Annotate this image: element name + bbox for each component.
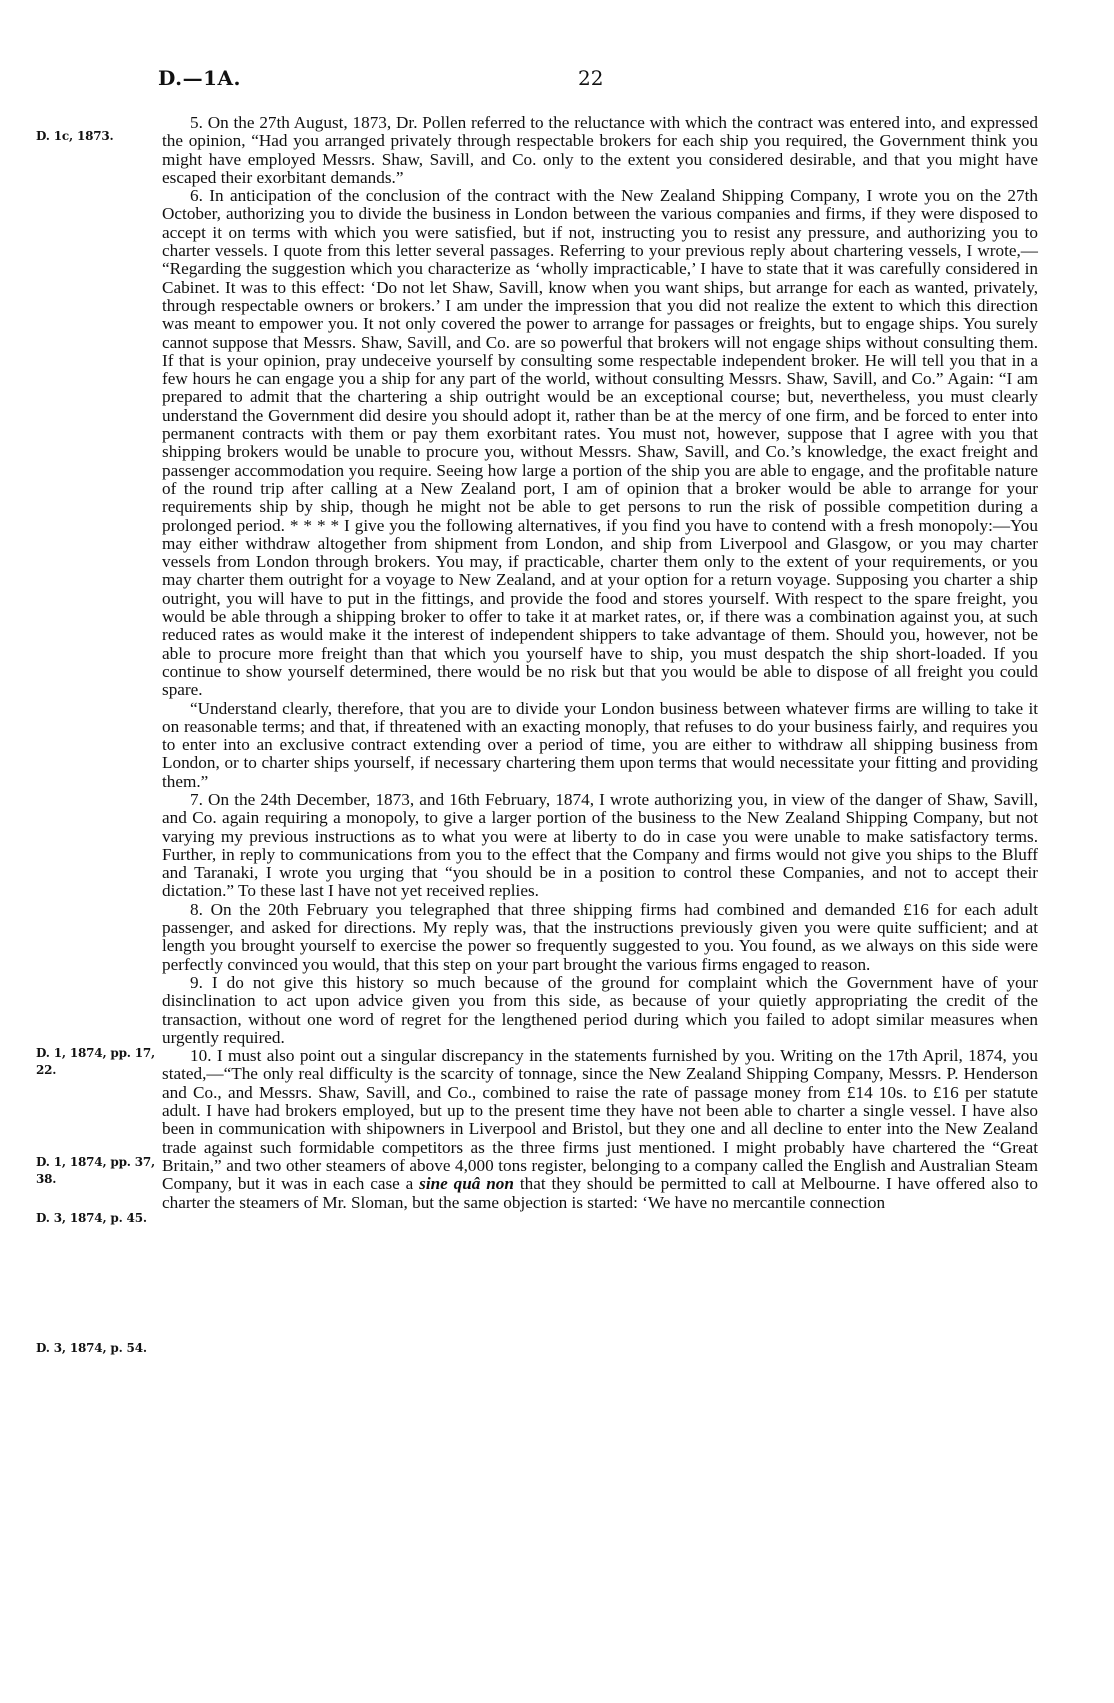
paragraph-5: 5. On the 27th August, 1873, Dr. Pollen referred to the reluctance with which the contract was entered into, and expressed the opinion, “Had you arranged privately through respectable brokers for each ship you required, the Government think you might have employed Messrs. Shaw, Savill, and Co. only to the extent you considered desirable, and that you might have escaped their exorbitant demands.” — [162, 113, 1038, 187]
margin-note: D. 1c, 1873. — [36, 129, 114, 143]
paragraph-10 — [162, 1047, 1038, 1212]
paragraph-6-quote: “Understand clearly, therefore, that you are to divide your London business between whatever firms are willing to take it on reasonable terms; and that, if threatened with an exacting monoply, that refuses to do your business fairly, and requires you to enter into an exclusive contract extending over a period of time, you are either to withdraw all shipping business from London, or to charter ships yourself, if necessary chartering them upon terms that would necessitate your fitting and providing them.” — [162, 698, 1038, 791]
margin-note: D. 3, 1874, p. 54. — [36, 1341, 147, 1355]
paragraph-7: 7. On the 24th December, 1873, and 16th February, 1874, I wrote authorizing you, in view of the danger of Shaw, Savill, and Co. again requiring a monopoly, to give a larger portion of the business to the New Zealand Shipping Company, but not varying my previous instructions as to what you were at liberty to do in case you were unable to make satisfactory terms. Further, in reply to communications from you to the effect that the Company and firms would not give you ships to the Bluff and Taranaki, I wrote you urging that “you should be in a position to control these Companies, and not to accept their dictation.” To these last I have not yet received replies. — [162, 789, 1038, 901]
paragraph-9: 9. I do not give this history so much because of the ground for complaint which the Government have of your disinclination to act upon advice given you from this side, as because of your quietly appropriating the credit of the transaction, without one word of regret for the lengthened period during which you failed to adopt similar measures when urgently required. — [162, 972, 1038, 1047]
page-number: 22 — [578, 66, 604, 90]
body-text — [162, 114, 1038, 1212]
page-header — [158, 66, 958, 94]
margin-note: D. 1, 1874, pp. 17, 22. — [36, 1046, 156, 1077]
paragraph-10-text-a: 10. I must also point out a singular discrepancy in the statements furnished by you. Writing on the 17th April, 1874, you stated,—“The only real difficulty is the scarcity of tonnage, since the New Zealand Shipping Company, Messrs. P. Henderson and Co., and Messrs. Shaw, Savill, and Co., combined to raise the rate of passage money from £14 10s. to £16 per statute adult. I have had brokers employed, but up to the present time they have not been able to charter a single vessel. I have also been in communication with shipowners in Liverpool and Bristol, but they one and all decline to enter into the New Zealand trade against such formidable competitors as the three firms just mentioned. I might probably have chartered the “Great Britain,” and two other steamers of above 4,000 tons register, belonging to a company called the English and Australian Steam Company, but it was in each case a — [162, 1046, 1038, 1194]
paragraph-6: 6. In anticipation of the conclusion of the contract with the New Zealand Shipping Company, I wrote you on the 27th October, authorizing you to divide the business in London between the various companies and firms, if they were disposed to accept it on terms with which you were satisfied, but if not, instructing you to resist any pressure, and authorizing you to charter vessels. I quote from this letter several passages. Referring to your previous reply about chartering vessels, I wrote,— “Regarding the suggestion which you characterize as ‘wholly impracticable,’ I have to state that it was carefully considered in Cabinet. It was to this effect: ‘Do not let Shaw, Savill, know when you want ships, but arrange for each as wanted, privately, through respectable owners or brokers.’ I am under the impression that you did not realize the extent to which this direction was meant to empower you. It not only covered the power to arrange for passages or freights, but to engage ships. You surely cannot suppose that Messrs. Shaw, Savill, and Co. are so powerful that brokers will not engage ships without consulting them. If that is your opinion, pray undeceive yourself by consulting some respectable independent broker. He will tell you that in a few hours he can engage you a ship for any part of the world, without consulting Messrs. Shaw, Savill, and Co.” Again: “I am prepared to admit that the chartering a ship outright would be an exceptional course; but, nevertheless, you must clearly understand the Government did desire you should adopt it, rather than be at the mercy of one firm, and be forced to enter into permanent contracts with them or pay them exorbitant rates. You must not, however, suppose that I agree with you that shipping brokers would be unable to procure you, without Messrs. Shaw, Savill, and Co.’s knowledge, the exact freight and passenger accommodation you require. Seeing how large a portion of the ship you are able to engage, and the profitable nature of the round trip after calling at a New Zealand port, I am of opinion that a broker would be able to arrange for your requirements ship by ship, though he might not be able to get persons to run the risk of possible competition during a prolonged period. * * * * I give you the following alternatives, if you find you have to contend with a fresh monopoly:—You may either withdraw altogether from shipment from London, and ship from Liverpool and Glasgow, or you may charter vessels from London through brokers. You may, if practicable, charter them only to the extent of your requirements, or you may charter them outright for a voyage to New Zealand, and at your option for a return voyage. Supposing you charter a ship outright, you will have to put in the fittings, and provide the food and stores yourself. With respect to the spare freight, you would be able through a shipping broker to offer to take it at market rates, or, if there was a combination against you, at such reduced rates as would make it the interest of independent shippers to take advantage of them. Should you, however, not be able to procure more freight than that which you yourself have to ship, you must despatch the ship short-loaded. If you continue to show yourself determined, there would be no risk but that you would be able to dispose of all freight you could spare. — [162, 186, 1038, 700]
paragraph-8: 8. On the 20th February you telegraphed that three shipping firms had combined and demanded £16 for each adult passenger, and asked for directions. My reply was, that the instructions previously given you were quite sufficient; and at length you brought yourself to exercise the power so frequently suggested to you. You found, as we always on this side were perfectly convinced you would, that this step on your part brought the various firms engaged to reason. — [162, 899, 1038, 974]
document-code: D.—1A. — [158, 66, 241, 90]
paragraph-10-text-b: that they should be permitted to call at Melbourne. I have offered also to charter the steamers of Mr. Sloman, but the same objection is started: ‘We have no mercantile connection — [162, 1174, 1039, 1212]
margin-note: D. 3, 1874, p. 45. — [36, 1211, 147, 1225]
margin-note: D. 1, 1874, pp. 37, 38. — [36, 1155, 156, 1186]
latin-phrase: sine quâ non — [419, 1174, 514, 1194]
